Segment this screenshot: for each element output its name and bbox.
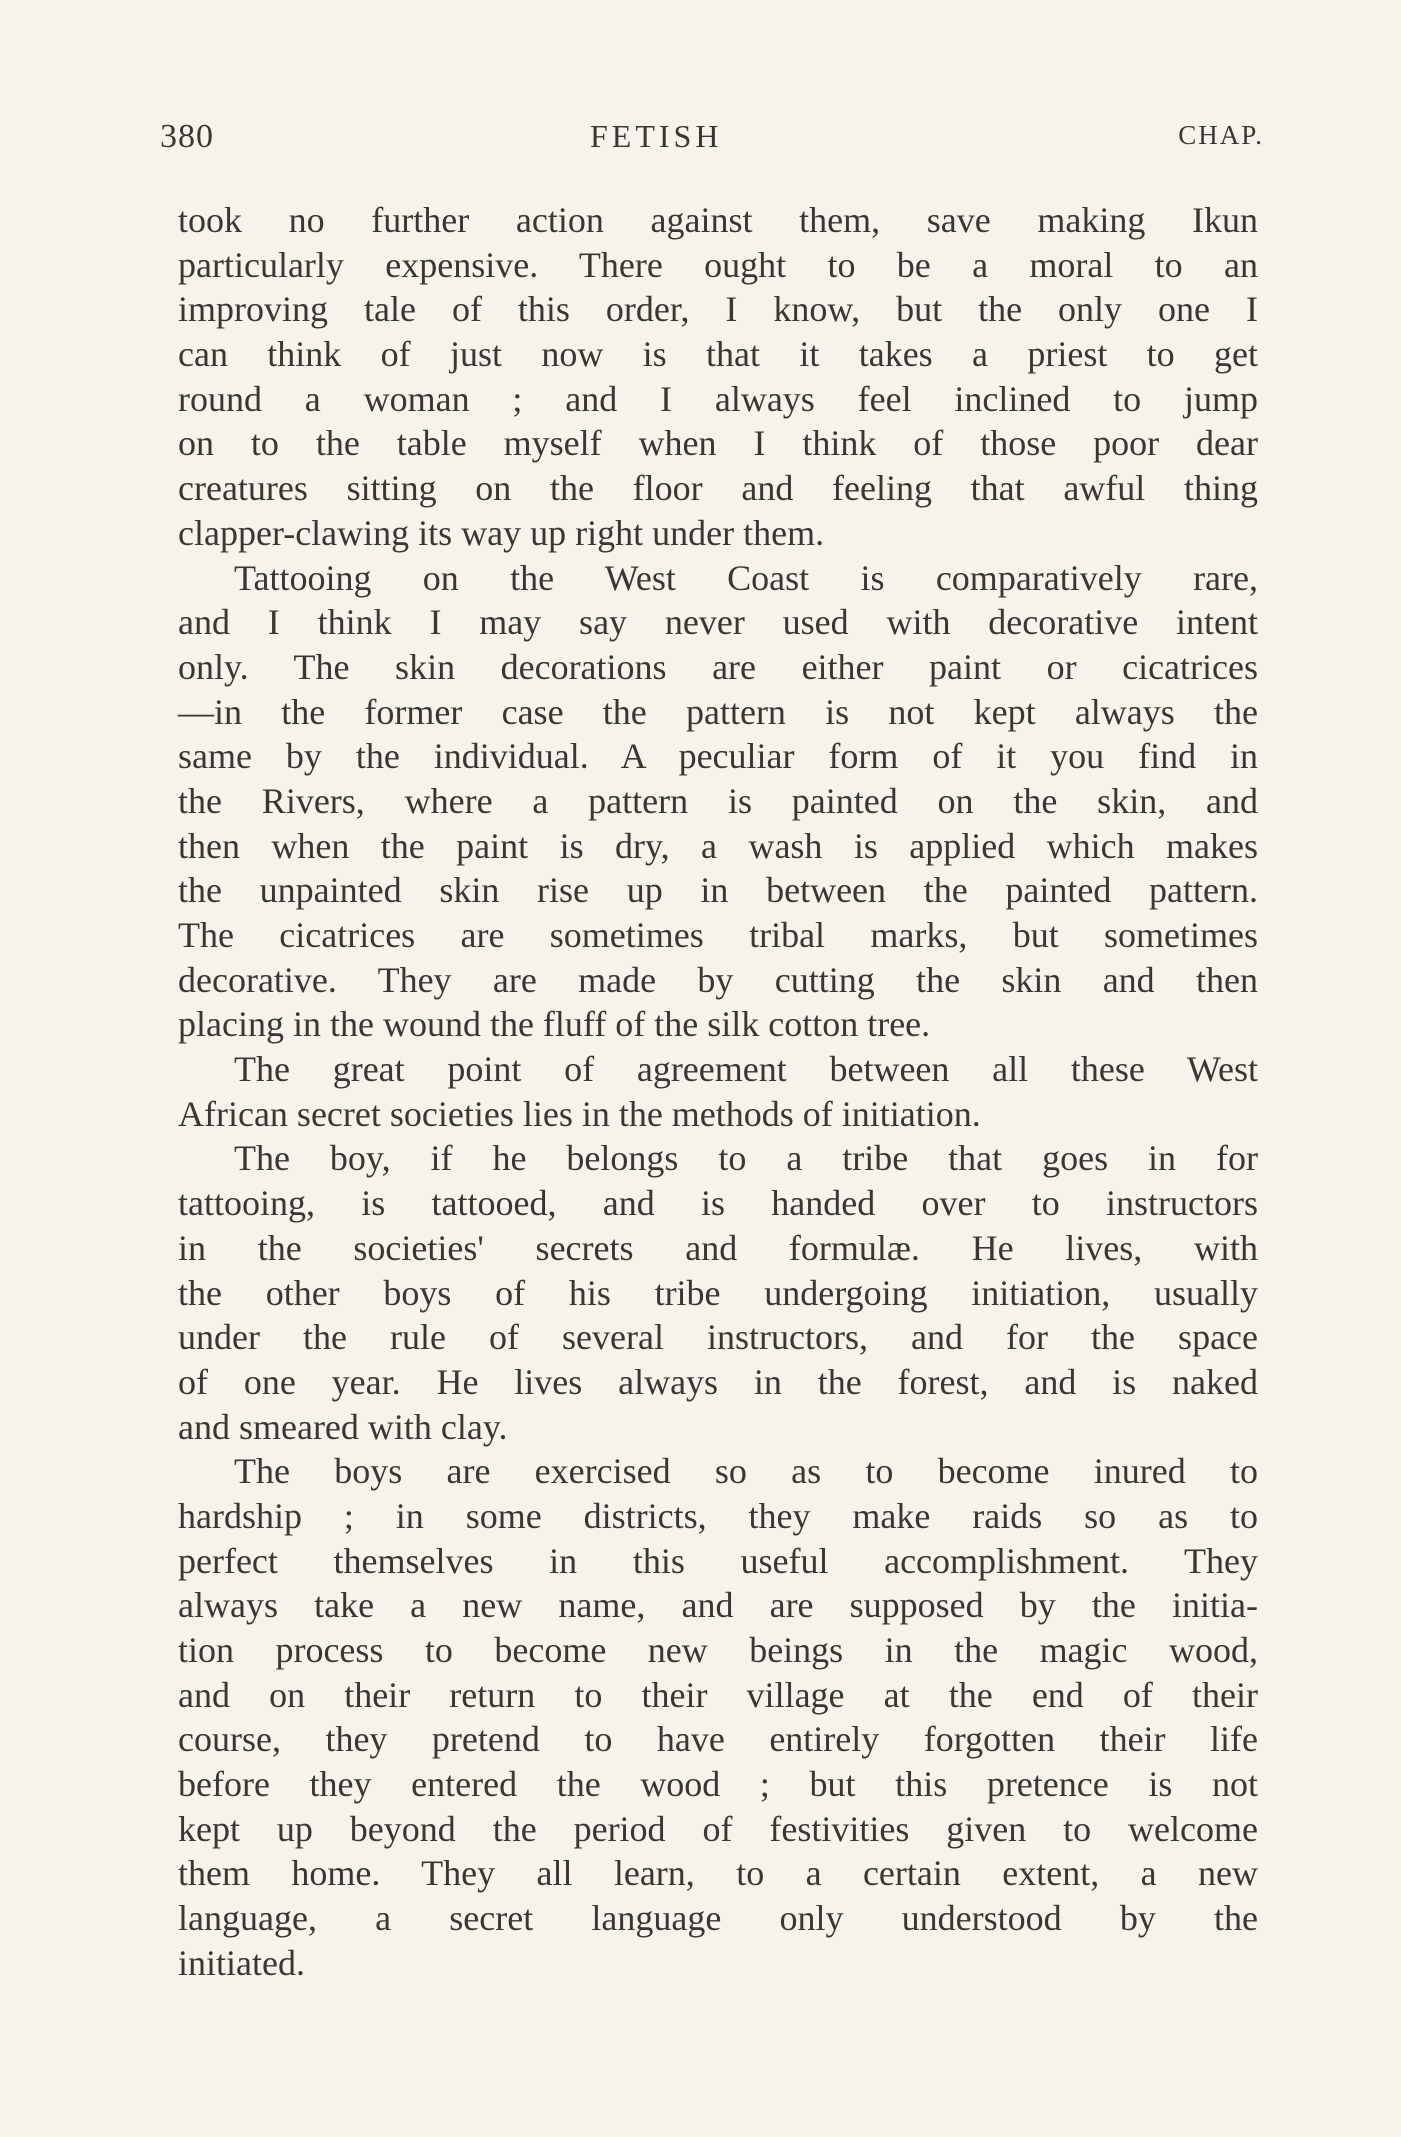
text-line: hardship ; in some districts, they make raids so as to: [178, 1495, 1258, 1536]
text-line: them home. They all learn, to a certain extent, a new: [178, 1853, 1258, 1894]
text-line: —in the former case the pattern is not kept always the: [178, 691, 1258, 732]
text-line: The cicatrices are sometimes tribal marks, but sometimes: [178, 915, 1258, 955]
text-line: improving tale of this order, I know, but the only one I: [178, 289, 1258, 330]
text-line: placing in the wound the fluff of the silk cotton tree.: [178, 1004, 931, 1045]
text-line: The boys are exercised so as to become inured to: [234, 1451, 1258, 1492]
text-line: particularly expensive. There ought to be a moral to an: [178, 244, 1258, 285]
text-line: then when the paint is dry, a wash is applied which makes: [178, 825, 1258, 866]
text-line: took no further action against them, save making Ikun: [178, 200, 1258, 240]
text-line: creatures sitting on the floor and feeling that awful thing: [178, 468, 1258, 509]
body-text: [178, 198, 1258, 1986]
text-line: always take a new name, and are supposed by the initia-: [178, 1585, 1258, 1626]
text-line: same by the individual. A peculiar form of it you find in: [178, 736, 1258, 777]
text-line: the unpainted skin rise up in between the painted pattern.: [178, 870, 1258, 911]
text-line: under the rule of several instructors, and for the space: [178, 1317, 1258, 1358]
text-line: course, they pretend to have entirely forgotten their life: [178, 1719, 1258, 1760]
text-line: Tattooing on the West Coast is comparatively rare,: [234, 557, 1258, 598]
text-line: and smeared with clay.: [178, 1406, 508, 1447]
text-line: tattooing, is tattooed, and is handed over to instructors: [178, 1183, 1258, 1224]
text-line: of one year. He lives always in the forest, and is naked: [178, 1361, 1258, 1402]
text-line: round a woman ; and I always feel inclined to jump: [178, 378, 1258, 419]
running-chapter: CHAP.: [1178, 120, 1264, 150]
text-line: and I think I may say never used with decorative intent: [178, 602, 1258, 643]
text-line: decorative. They are made by cutting the skin and then: [178, 959, 1258, 1000]
text-line: African secret societies lies in the methods of initiation.: [178, 1093, 981, 1134]
text-line: on to the table myself when I think of those poor dear: [178, 423, 1258, 464]
text-line: perfect themselves in this useful accomplishment. They: [178, 1540, 1258, 1581]
text-line: language, a secret language only understood by the: [178, 1898, 1258, 1939]
running-title: FETISH: [590, 118, 723, 154]
text-line: clapper-clawing its way up right under them.: [178, 512, 825, 553]
text-line: before they entered the wood ; but this pretence is not: [178, 1764, 1258, 1805]
text-line: kept up beyond the period of festivities given to welcome: [178, 1808, 1258, 1849]
text-line: the Rivers, where a pattern is painted on the skin, and: [178, 780, 1258, 821]
text-line: The great point of agreement between all these West: [234, 1049, 1258, 1090]
running-head: [160, 118, 1264, 158]
text-line: tion process to become new beings in the magic wood,: [178, 1630, 1258, 1670]
text-line: The boy, if he belongs to a tribe that goes in for: [234, 1138, 1258, 1179]
text-line: in the societies' secrets and formulæ. He lives, with: [178, 1227, 1258, 1268]
text-line: and on their return to their village at the end of their: [178, 1674, 1258, 1715]
page-number: 380: [160, 118, 214, 155]
text-line: can think of just now is that it takes a priest to get: [178, 334, 1258, 375]
text-line: the other boys of his tribe undergoing initiation, usually: [178, 1272, 1258, 1313]
text-line: only. The skin decorations are either paint or cicatrices: [178, 646, 1258, 687]
text-line: initiated.: [178, 1942, 305, 1983]
